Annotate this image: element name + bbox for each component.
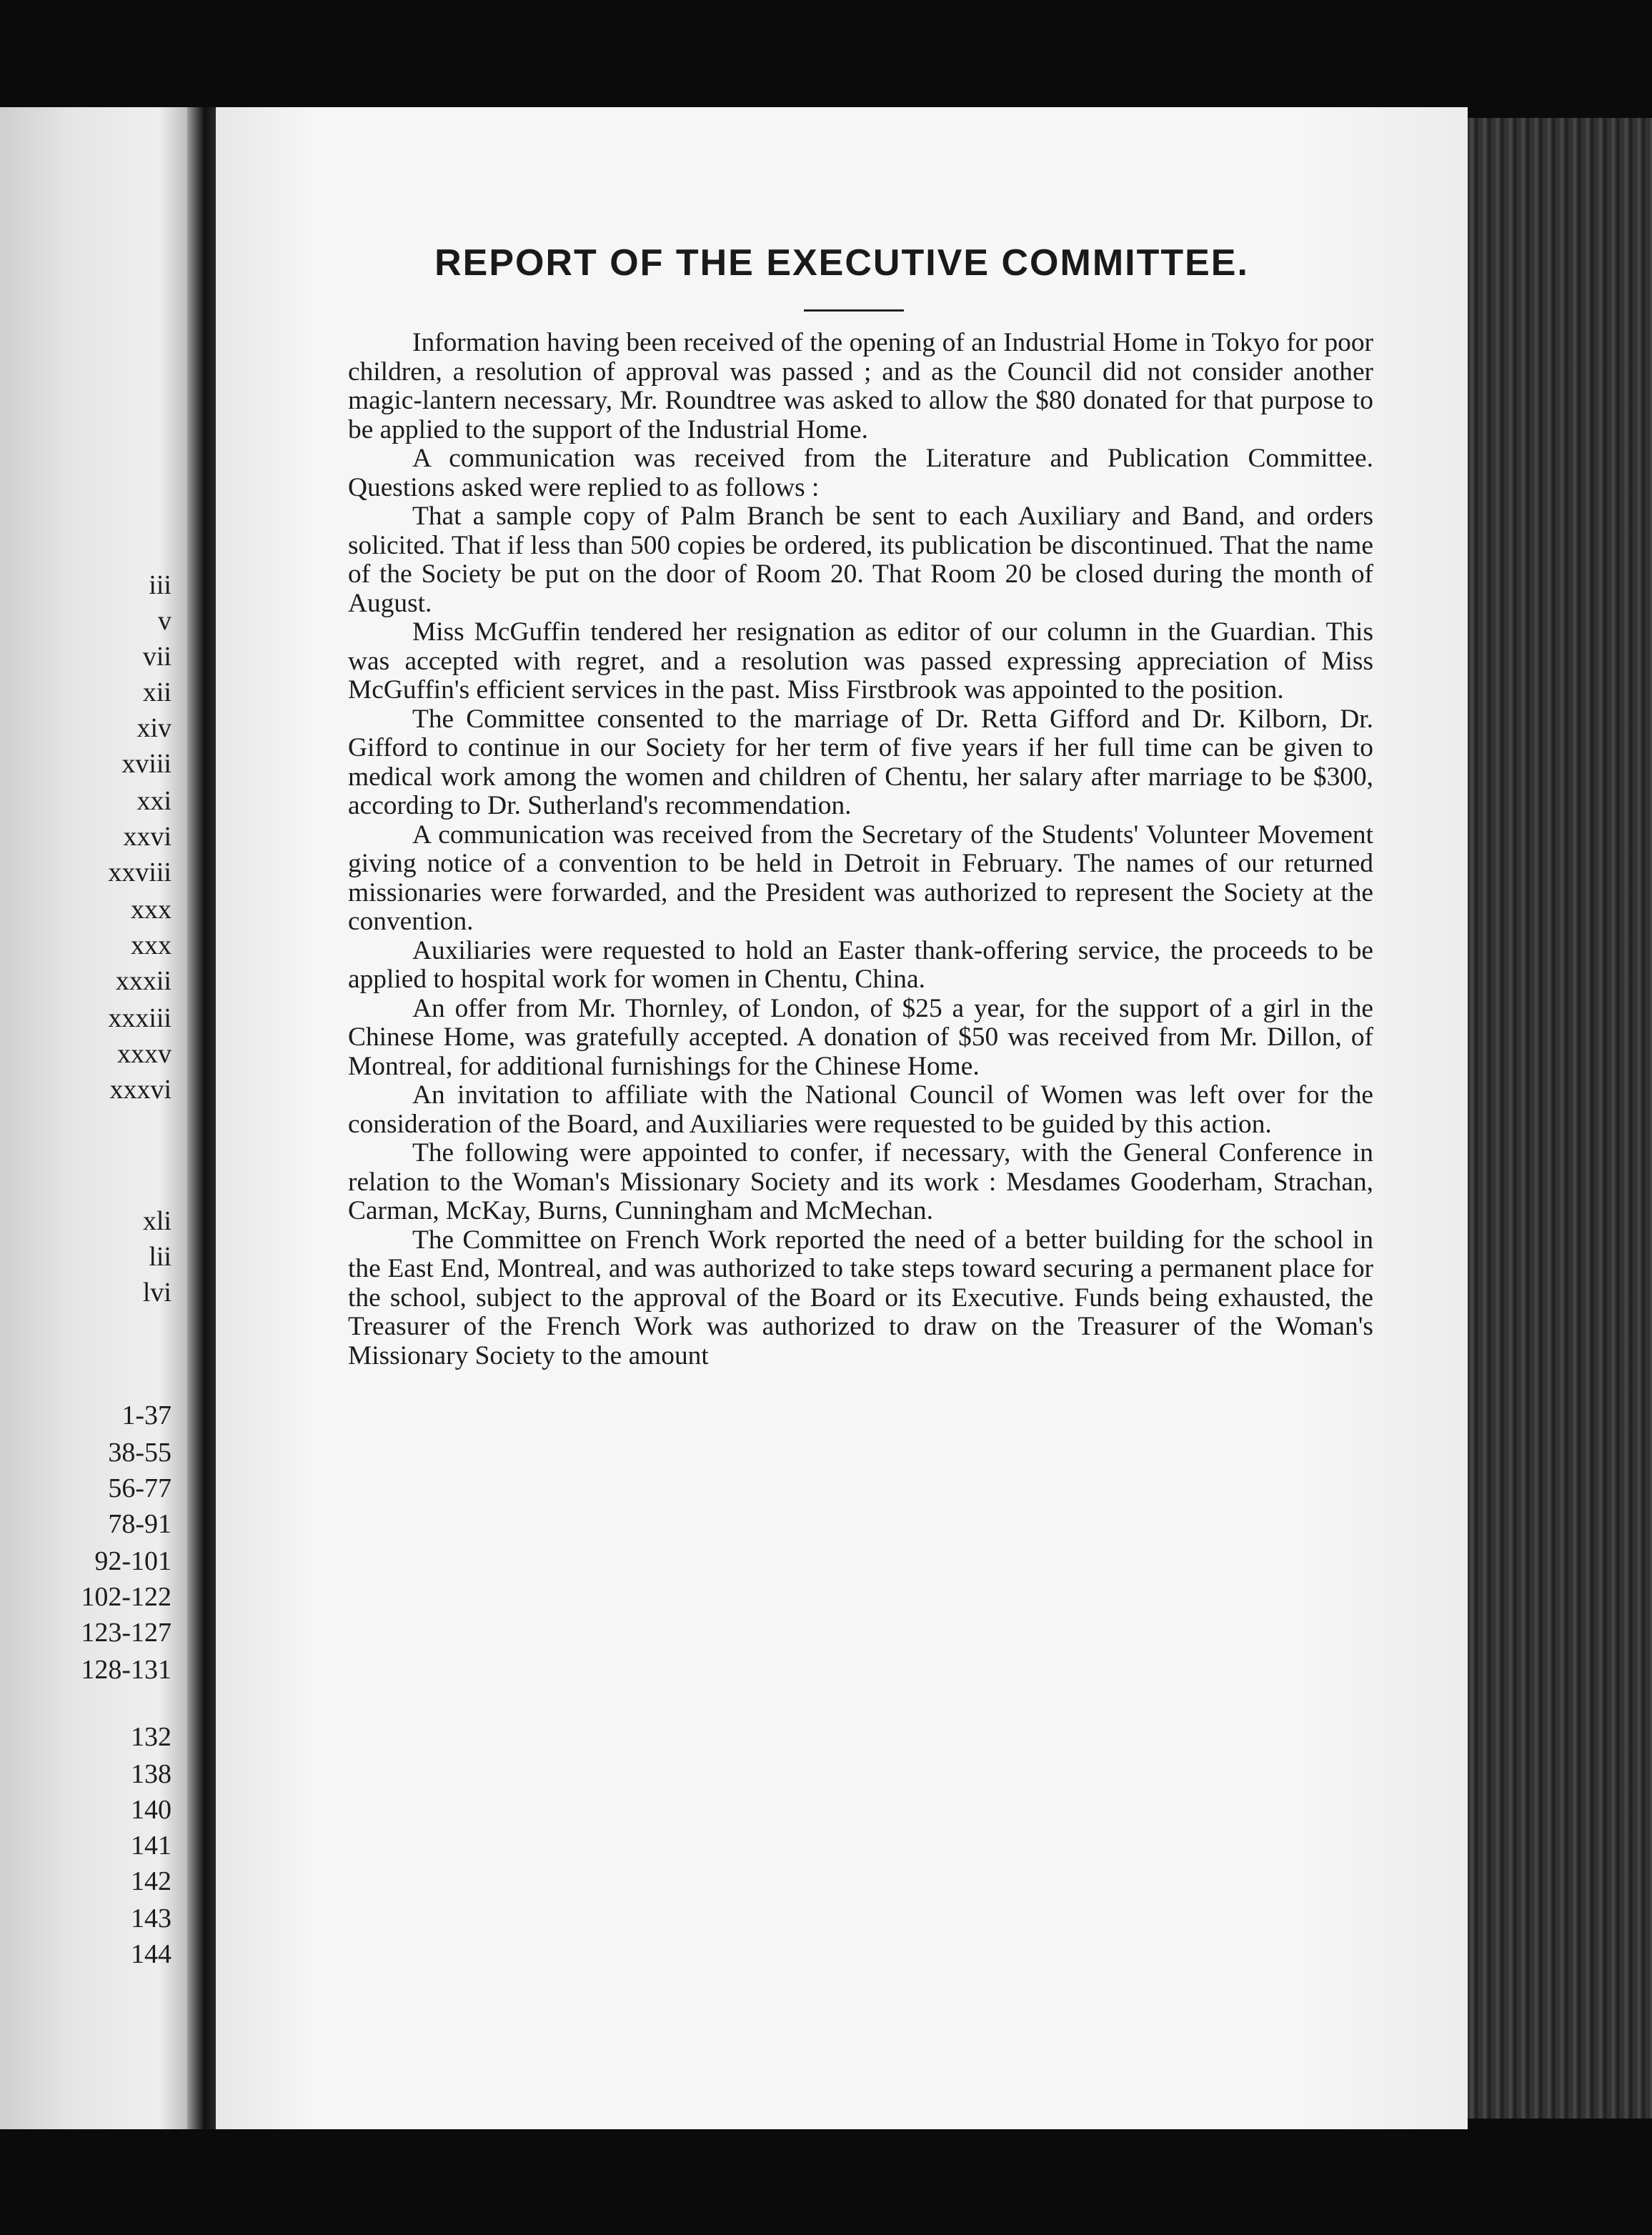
contents-page-number: 142 (131, 1866, 171, 1896)
contents-page-number: xxvi (123, 822, 171, 852)
contents-page-number: 78-91 (108, 1509, 171, 1539)
contents-page-number: vii (142, 642, 171, 672)
paragraph-palm-branch: That a sample copy of Palm Branch be sent to each Auxiliary and Band, and orders solicited. That if less than 500 copies be ordered, its publication be discontinued. That the name of the Society be put on the door of Room 20. That Room 20 be closed during the month of August. (348, 502, 1373, 618)
paragraph-easter: Auxiliaries were requested to hold an Easter thank-offering service, the proceeds to be applied to hospital work for women in Chentu, China. (348, 935, 1373, 994)
page-title: REPORT OF THE EXECUTIVE COMMITTEE. (434, 242, 1249, 284)
paragraph-general-conference: The following were appointed to confer, if necessary, with the General Conference in relation to the Woman's Missionary Society and its work : Mesdames Gooderham, Strachan, Carman, McKay, Burns, Cunningham and McMechan. (348, 1138, 1373, 1225)
paragraph-french-work: The Committee on French Work reported the need of a better building for the school in the East End, Montreal, and was authorized to take steps toward securing a permanent place for the school, subject to the approval of the Board or its Executive. Funds being exhausted, the Treasurer of the French Work was authorized to draw on the Treasurer of the Woman's Missionary Society to the amount (348, 1225, 1373, 1370)
contents-page-number: xii (142, 677, 171, 707)
contents-page-number: xxxv (117, 1039, 171, 1069)
paragraph-national-council: An invitation to affiliate with the National Council of Women was left over for the consideration of the Board, and Auxiliaries were requested to be guided by this action. (348, 1080, 1373, 1139)
contents-page-number: 143 (131, 1903, 171, 1933)
page-edges (1468, 118, 1652, 2119)
paragraph-literature-committee: A communication was received from the Literature and Publication Committee. Questions asked were replied to as follows : (348, 444, 1373, 502)
paragraph-mcguffin: Miss McGuffin tendered her resignation as editor of our column in the Guardian. This was accepted with regret, and a resolution was passed expressing appreciation of Miss McGuffin's efficient services in the past. Miss Firstbrook was appointed to the position. (348, 617, 1373, 705)
left-page (0, 107, 187, 2129)
right-page (216, 107, 1468, 2129)
contents-page-number: 92-101 (94, 1546, 171, 1576)
paragraph-thornley: An offer from Mr. Thornley, of London, of $25 a year, for the support of a girl in the Chinese Home, was gratefully accepted. A donation of $50 was received from Mr. Dillon, of Montreal, for additional furnishings for the Chinese Home. (348, 993, 1373, 1081)
contents-page-number: 38-55 (108, 1438, 171, 1468)
title-rule (804, 309, 904, 312)
paragraph-students-volunteer: A communication was received from the Secretary of the Students' Volunteer Movement giving notice of a convention to be held in Detroit in February. The names of our returned missionaries were forwarded, and the President was authorized to represent the Society at the convention. (348, 820, 1373, 936)
contents-page-number: 123-127 (81, 1618, 171, 1648)
contents-page-number: 56-77 (108, 1473, 171, 1503)
contents-page-number: xxviii (108, 857, 171, 887)
paragraph-industrial-home: Information having been received of the opening of an Industrial Home in Tokyo for poor children, a resolution of approval was passed ; and as the Council did not consider another magic-lantern necessary, Mr. Roundtree was asked to allow the $80 donated for that purpose to be applied to the support of the Industrial Home. (348, 328, 1373, 444)
contents-page-number: lvi (142, 1278, 171, 1308)
contents-page-number: xxi (136, 786, 171, 816)
contents-page-number: 128-131 (81, 1655, 171, 1685)
contents-page-number: v (158, 606, 171, 636)
contents-page-number: xxxvi (109, 1075, 171, 1105)
report-body (348, 329, 1373, 1370)
contents-page-number: iii (149, 570, 171, 600)
book-gutter (187, 107, 216, 2129)
contents-page-number: xli (142, 1206, 171, 1236)
contents-page-number: xxxiii (108, 1003, 171, 1033)
contents-page-number: 144 (131, 1939, 171, 1969)
contents-page-number: lii (149, 1242, 171, 1272)
contents-page-number: xxx (131, 930, 171, 960)
contents-page-number: 140 (131, 1795, 171, 1825)
contents-page-number: 141 (131, 1831, 171, 1861)
contents-page-number: xviii (121, 749, 171, 779)
contents-page-number: xxxii (115, 966, 171, 996)
contents-page-number: xiv (136, 713, 171, 743)
contents-page-number: 1-37 (121, 1400, 171, 1430)
contents-page-number: 132 (131, 1722, 171, 1752)
contents-page-number: 102-122 (81, 1582, 171, 1612)
contents-page-number: xxx (131, 895, 171, 925)
contents-page-number: 138 (131, 1759, 171, 1789)
paragraph-gifford: The Committee consented to the marriage of Dr. Retta Gifford and Dr. Kilborn, Dr. Gifford to continue in our Society for her term of five years if her full time can be given to medical work among the women and children of Chentu, her salary after marriage to be $300, according to Dr. Sutherland's recommendation. (348, 704, 1373, 820)
